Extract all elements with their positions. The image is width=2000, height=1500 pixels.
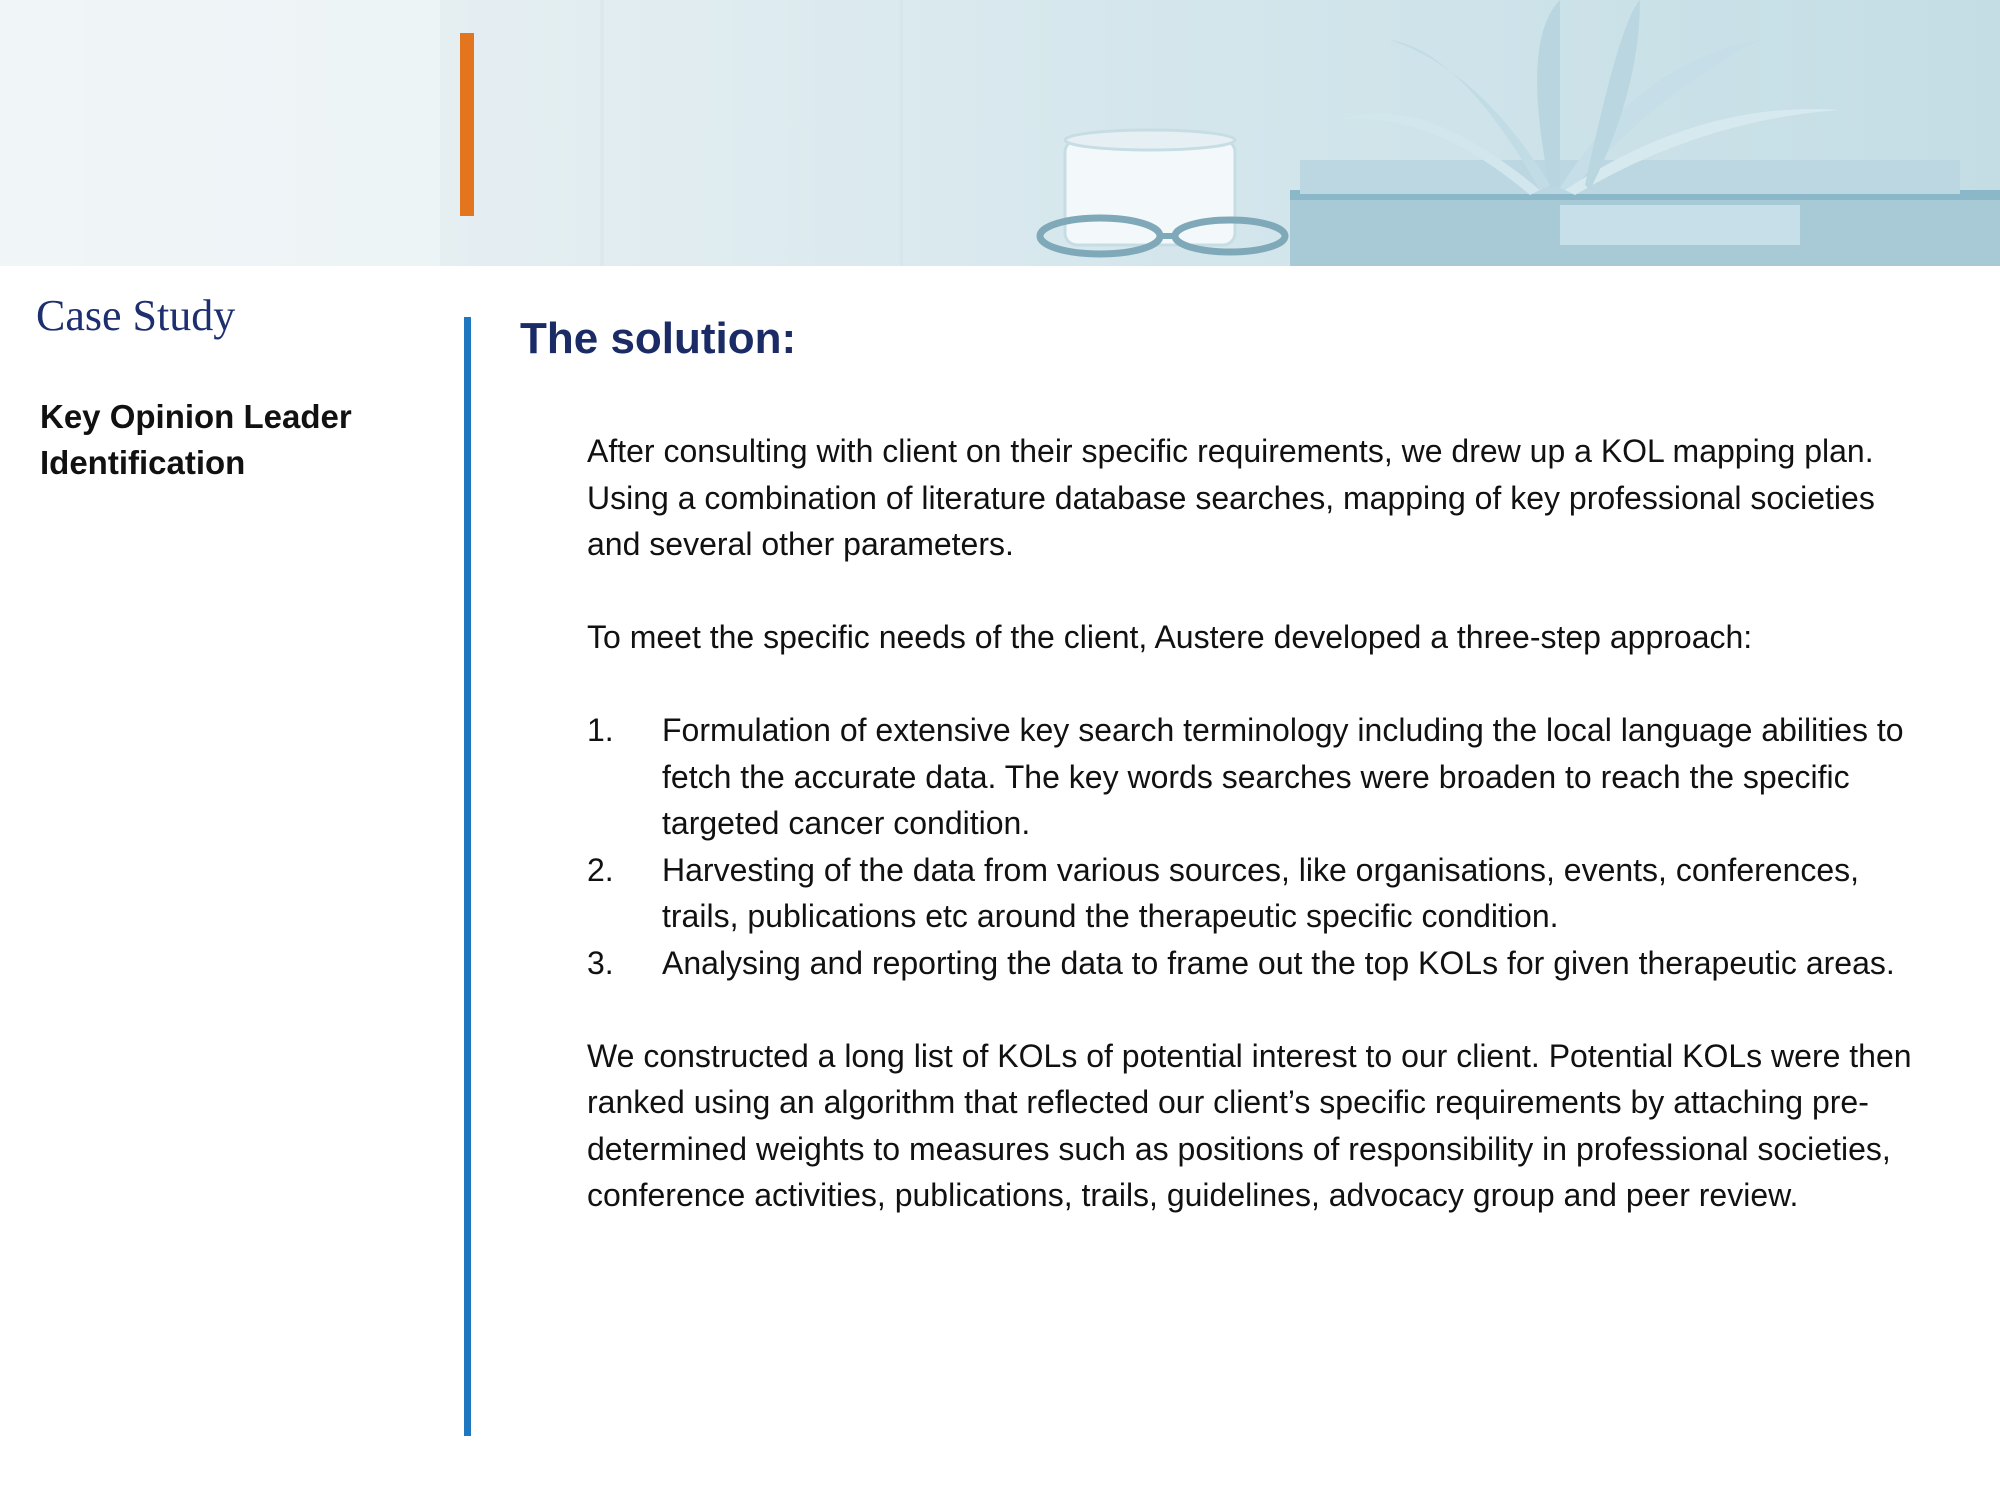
list-item: [587, 940, 1927, 987]
case-study-title: Case Study: [36, 291, 236, 340]
conclusion-paragraph: We constructed a long list of KOLs of potential interest to our client. Potential KOLs were then ranked using an algorithm that reflected our client’s specific requirements by attaching pre-determined weights to measures such as positions of responsibility in professional societies, conference activities, publications, trails, guidelines, advocacy group and peer review.: [587, 1037, 1912, 1213]
section-heading: The solution:: [520, 314, 797, 363]
list-item-text: Harvesting of the data from various sources, like organisations, events, conferences, trails, publications etc around the therapeutic specific condition.: [662, 851, 1860, 934]
books-and-cup-illustration: [0, 0, 2000, 266]
list-item: [587, 847, 1927, 940]
list-item-number: 2.: [587, 851, 614, 888]
list-item: [587, 707, 1927, 847]
list-item-number: 3.: [587, 944, 614, 981]
header-banner-image: [0, 0, 2000, 266]
list-item-text: Analysing and reporting the data to frame out the top KOLs for given therapeutic areas.: [662, 944, 1895, 981]
intro-paragraph: After consulting with client on their specific requirements, we drew up a KOL mapping plan. Using a combination of literature database searches, mapping of key professional societies and several other parameters.: [587, 433, 1875, 562]
approach-steps-list: [587, 707, 1927, 986]
vertical-divider: [464, 317, 471, 1436]
approach-paragraph: To meet the specific needs of the client, Austere developed a three-step approach:: [587, 619, 1753, 655]
case-study-subtitle: Key Opinion Leader Identification: [40, 398, 352, 481]
solution-body: [587, 428, 1927, 1219]
orange-accent-bar: [460, 33, 474, 216]
list-item-number: 1.: [587, 712, 614, 748]
list-item-text: Formulation of extensive key search terminology including the local language abilities to fetch the accurate data. The key words searches were broaden to reach the specific targeted cancer condition.: [662, 712, 1904, 841]
